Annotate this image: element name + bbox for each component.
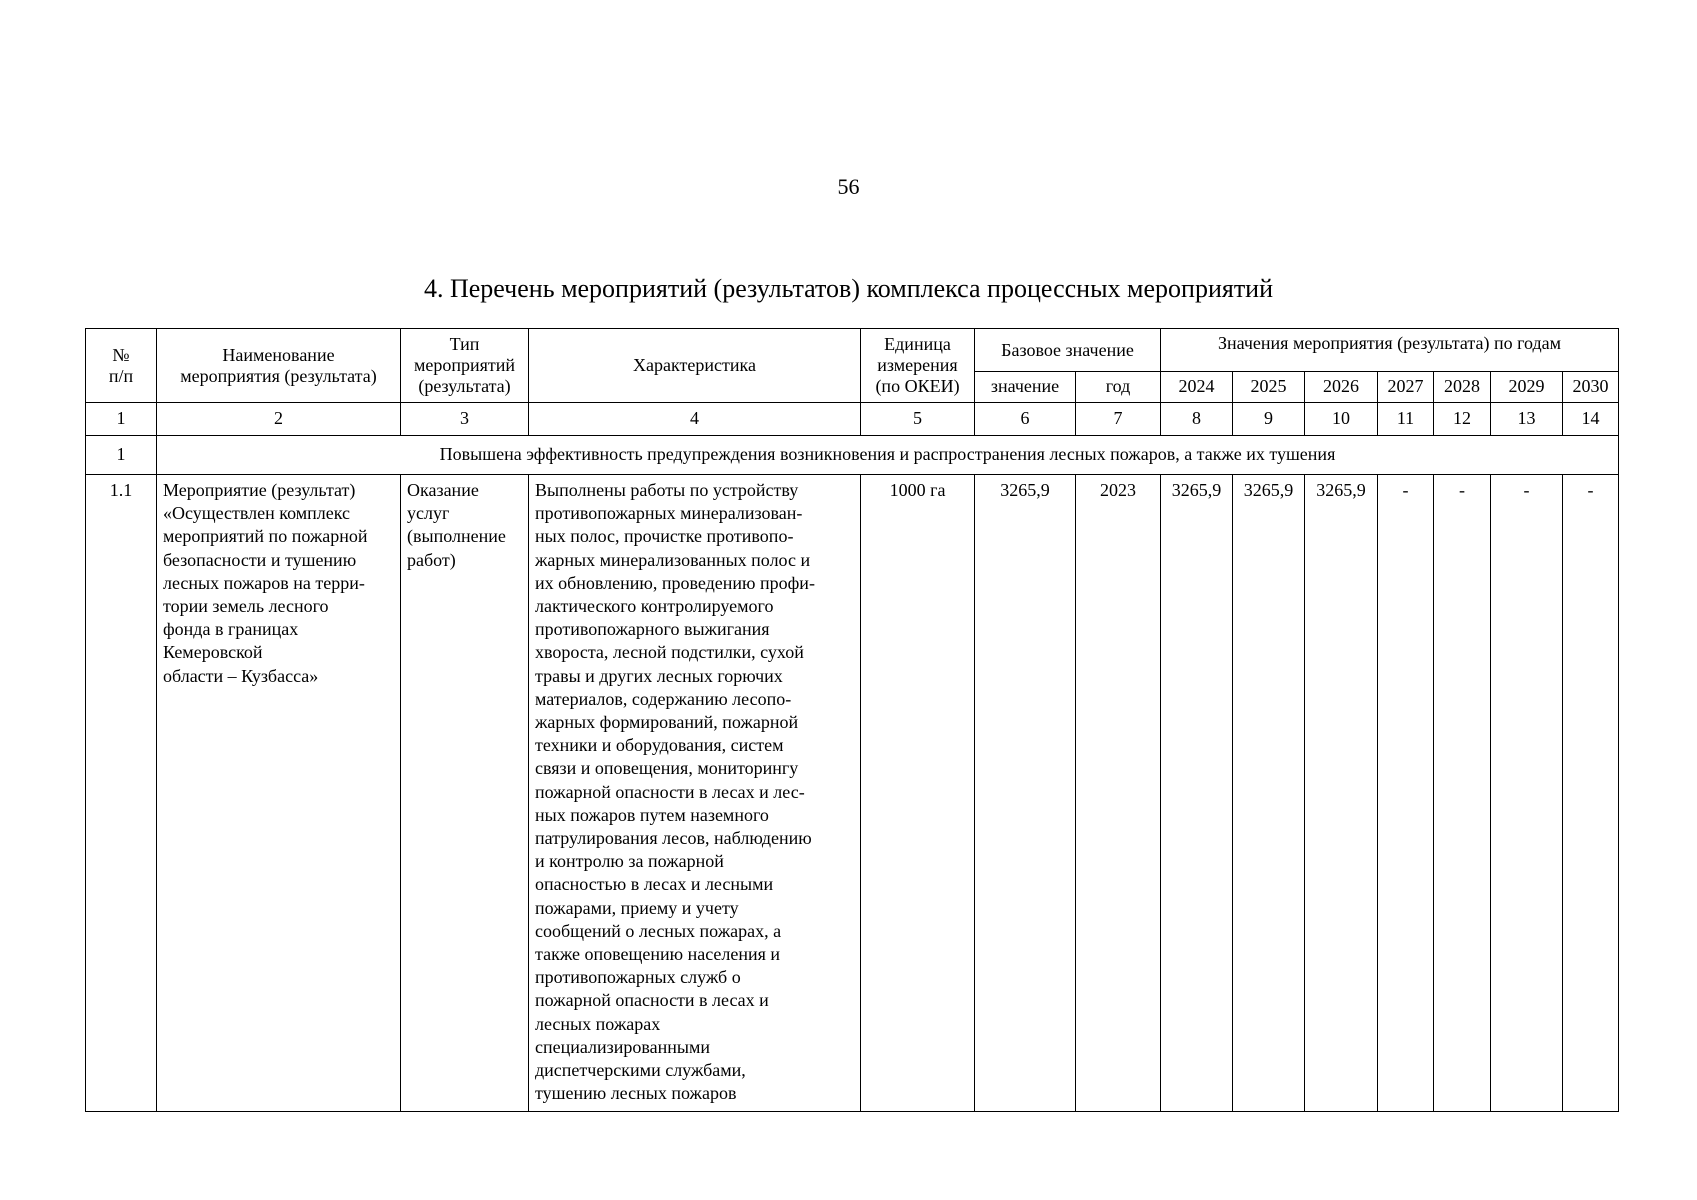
column-number: 5 bbox=[861, 403, 975, 436]
header-year: 2024 bbox=[1161, 372, 1233, 403]
row-year-value: - bbox=[1434, 475, 1491, 1112]
page-number: 56 bbox=[837, 174, 860, 199]
section-title: Повышена эффективность предупреждения возникновения и распространения лесных пожаров, а также их тушения bbox=[157, 436, 1619, 475]
row-name: Мероприятие (результат) «Осуществлен комплекс мероприятий по пожарной безопасности и тушению лесных пожаров на терри- тории земель лесного фонда в границах Кемеровской области – Кузбасса» bbox=[157, 475, 401, 1112]
header-type: Тип мероприятий (результата) bbox=[401, 329, 529, 403]
header-base: Базовое значение bbox=[975, 329, 1161, 372]
header-unit: Единица измерения (по ОКЕИ) bbox=[861, 329, 975, 403]
row-num: 1.1 bbox=[86, 475, 157, 1112]
column-number-row bbox=[86, 403, 1619, 436]
header-base-value: значение bbox=[975, 372, 1076, 403]
table-row bbox=[86, 475, 1619, 1112]
column-number: 2 bbox=[157, 403, 401, 436]
header-base-year: год bbox=[1076, 372, 1161, 403]
row-year-value: 3265,9 bbox=[1233, 475, 1305, 1112]
column-number: 6 bbox=[975, 403, 1076, 436]
section-num: 1 bbox=[86, 436, 157, 475]
page-title: 4. Перечень мероприятий (результатов) комплекса процессных мероприятий bbox=[423, 274, 1274, 303]
column-number: 11 bbox=[1378, 403, 1434, 436]
column-number: 10 bbox=[1305, 403, 1378, 436]
row-unit: 1000 га bbox=[861, 475, 975, 1112]
row-year-value: 3265,9 bbox=[1305, 475, 1378, 1112]
column-number: 9 bbox=[1233, 403, 1305, 436]
header-year: 2029 bbox=[1491, 372, 1563, 403]
header-year: 2025 bbox=[1233, 372, 1305, 403]
column-number: 12 bbox=[1434, 403, 1491, 436]
row-year-value: 3265,9 bbox=[1161, 475, 1233, 1112]
row-year-value: - bbox=[1378, 475, 1434, 1112]
column-number: 8 bbox=[1161, 403, 1233, 436]
header-year: 2028 bbox=[1434, 372, 1491, 403]
header-characteristic: Характеристика bbox=[529, 329, 861, 403]
header-year: 2026 bbox=[1305, 372, 1378, 403]
row-year-value: - bbox=[1491, 475, 1563, 1112]
header-num: № п/п bbox=[86, 329, 157, 403]
header-name: Наименование мероприятия (результата) bbox=[157, 329, 401, 403]
column-number: 3 bbox=[401, 403, 529, 436]
column-number: 14 bbox=[1563, 403, 1619, 436]
column-number: 7 bbox=[1076, 403, 1161, 436]
header-years-group: Значения мероприятия (результата) по годам bbox=[1161, 329, 1619, 372]
section-row bbox=[86, 436, 1619, 475]
header-year: 2030 bbox=[1563, 372, 1619, 403]
column-number: 13 bbox=[1491, 403, 1563, 436]
row-characteristic: Выполнены работы по устройству противопожарных минерализован- ных полос, прочистке противопо- жарных минерализованных полос и их обновлению, проведению профи- лактического контролируемого противопожарного выжигания хвороста, лесной подстилки, сухой травы и других лесных горючих материалов, содержанию лесопо- жарных формирований, пожарной техники и оборудования, систем связи и оповещения, мониторингу пожарной опасности в лесах и лес- ных пожаров путем наземного патрулирования лесов, наблюдению и контролю за пожарной опасностью в лесах и лесными пожарами, приему и учету сообщений о лесных пожарах, а также оповещению населения и противопожарных служб о пожарной опасности в лесах и лесных пожарах специализированными диспетчерскими службами, тушению лесных пожаров bbox=[529, 475, 861, 1112]
row-type: Оказание услуг (выполнение работ) bbox=[401, 475, 529, 1112]
header-year: 2027 bbox=[1378, 372, 1434, 403]
column-number: 1 bbox=[86, 403, 157, 436]
row-year-value: - bbox=[1563, 475, 1619, 1112]
measures-table bbox=[85, 328, 1619, 1112]
row-base-value: 3265,9 bbox=[975, 475, 1076, 1112]
column-number: 4 bbox=[529, 403, 861, 436]
row-base-year: 2023 bbox=[1076, 475, 1161, 1112]
